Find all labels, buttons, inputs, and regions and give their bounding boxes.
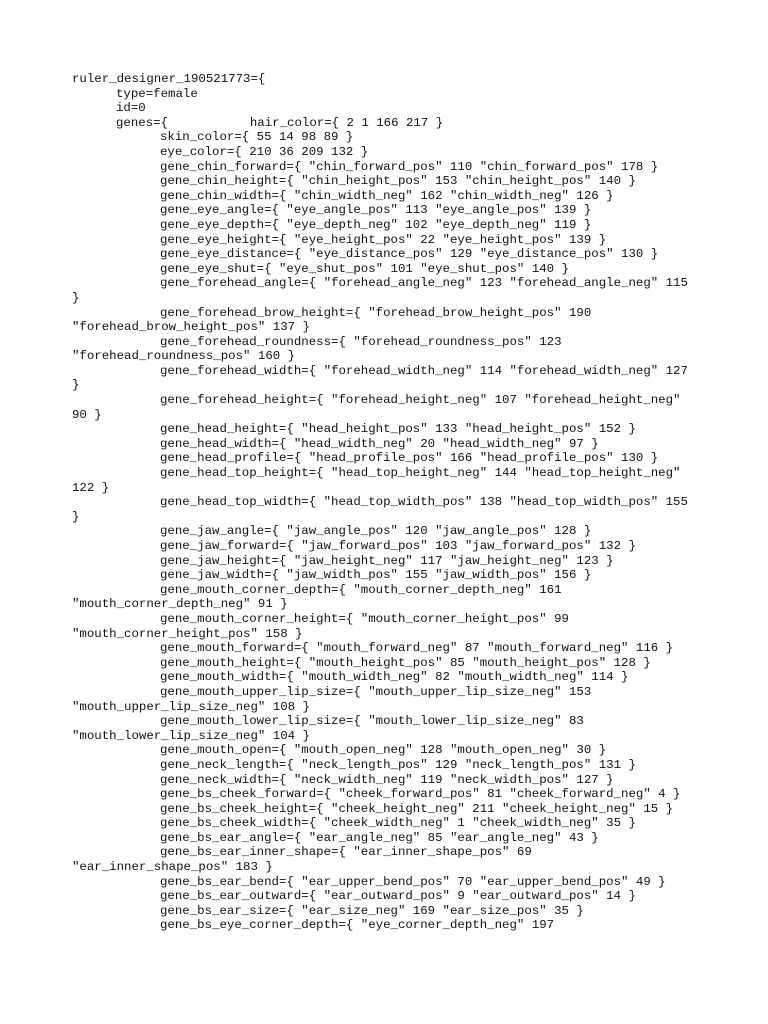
document-line: gene_eye_height={ "eye_height_pos" 22 "eye_height_pos" 139 } [160,232,607,247]
document-line: gene_neck_length={ "neck_length_pos" 129 "neck_length_pos" 131 } [160,757,636,772]
document-line: gene_jaw_height={ "jaw_height_neg" 117 "jaw_height_neg" 123 } [160,553,614,568]
document-line: eye_color={ 210 36 209 132 } [160,144,369,159]
document-line: type=female [116,86,198,101]
document-line: gene_head_height={ "head_height_pos" 133 "head_height_pos" 152 } [160,422,636,437]
document-line: gene_forehead_height={ "forehead_height_neg" 107 "forehead_height_neg" [160,393,681,408]
document-line: gene_mouth_corner_height={ "mouth_corner_height_pos" 99 [160,611,569,626]
document-line: gene_bs_ear_bend={ "ear_upper_bend_pos" 70 "ear_upper_bend_pos" 49 } [160,874,666,889]
document-line: gene_eye_angle={ "eye_angle_pos" 113 "eye_angle_pos" 139 } [160,203,592,218]
document-line: } [72,290,80,305]
document-line: gene_jaw_forward={ "jaw_forward_pos" 103 "jaw_forward_pos" 132 } [160,539,636,553]
document-line: gene_bs_eye_corner_depth={ "eye_corner_depth_neg" 197 [160,918,555,933]
document-line: gene_chin_height={ "chin_height_pos" 153 "chin_height_pos" 140 } [160,174,636,189]
document-line: gene_bs_ear_size={ "ear_size_neg" 169 "ear_size_pos" 35 } [160,903,584,918]
document-page [72,72,712,933]
document-line: gene_eye_depth={ "eye_depth_neg" 102 "eye_depth_neg" 119 } [160,217,592,232]
document-line: gene_mouth_height={ "mouth_height_pos" 85 "mouth_height_pos" 128 } [160,655,651,670]
document-line: gene_mouth_corner_depth={ "mouth_corner_depth_neg" 161 [160,582,562,597]
document-line: "mouth_lower_lip_size_neg" 104 } [72,728,310,743]
document-line: gene_jaw_width={ "jaw_width_pos" 155 "jaw_width_pos" 156 } [160,568,592,583]
document-line: 90 } [72,407,102,422]
document-line: gene_chin_forward={ "chin_forward_pos" 110 "chin_forward_pos" 178 } [160,159,659,174]
document-line: id=0 [116,101,146,116]
document-line: gene_mouth_forward={ "mouth_forward_neg" 87 "mouth_forward_neg" 116 } [160,641,674,656]
document-line: gene_mouth_lower_lip_size={ "mouth_lower_lip_size_neg" 83 [160,714,584,729]
document-line: gene_head_top_width={ "head_top_width_pos" 138 "head_top_width_pos" 155 [160,495,688,510]
document-line: } [72,378,80,393]
document-line: gene_head_width={ "head_width_neg" 20 "head_width_neg" 97 } [160,436,599,451]
document-line: skin_color={ 55 14 98 89 } [160,130,354,145]
document-line: gene_bs_ear_outward={ "ear_outward_pos" 9 "ear_outward_pos" 14 } [160,889,636,904]
document-line: gene_mouth_open={ "mouth_open_neg" 128 "mouth_open_neg" 30 } [160,743,607,758]
document-line: "mouth_corner_depth_neg" 91 } [72,597,288,612]
document-line: gene_head_top_height={ "head_top_height_neg" 144 "head_top_height_neg" [160,466,681,481]
document-line: gene_forehead_brow_height={ "forehead_brow_height_pos" 190 [160,305,592,320]
document-line: gene_bs_cheek_forward={ "cheek_forward_pos" 81 "cheek_forward_neg" 4 } [160,787,681,802]
document-line: "mouth_corner_height_pos" 158 } [72,626,303,641]
document-line: gene_eye_distance={ "eye_distance_pos" 129 "eye_distance_pos" 130 } [160,247,659,262]
document-line: gene_forehead_width={ "forehead_width_neg" 114 "forehead_width_neg" 127 [160,363,688,378]
document-line: "forehead_roundness_pos" 160 } [72,349,296,364]
document-line: gene_eye_shut={ "eye_shut_pos" 101 "eye_shut_pos" 140 } [160,261,569,276]
document-line: gene_bs_ear_angle={ "ear_angle_neg" 85 "ear_angle_neg" 43 } [160,830,599,845]
document-line: "forehead_brow_height_pos" 137 } [72,320,310,335]
document-line: } [72,509,80,524]
document-line: gene_forehead_angle={ "forehead_angle_neg" 123 "forehead_angle_neg" 115 [160,276,688,291]
document-line: genes={ hair_color={ 2 1 166 217 } [116,115,444,130]
document-line: gene_jaw_angle={ "jaw_angle_pos" 120 "jaw_angle_pos" 128 } [160,524,592,539]
document-line: gene_neck_width={ "neck_width_neg" 119 "neck_width_pos" 127 } [160,772,614,787]
document-line: gene_mouth_width={ "mouth_width_neg" 82 "mouth_width_neg" 114 } [160,670,629,685]
document-line: "ear_inner_shape_pos" 183 } [72,860,273,875]
document-line: gene_bs_cheek_height={ "cheek_height_neg" 211 "cheek_height_neg" 15 } [160,801,674,816]
document-line: gene_mouth_upper_lip_size={ "mouth_upper_lip_size_neg" 153 [160,684,592,699]
document-line: "mouth_upper_lip_size_neg" 108 } [72,699,310,714]
document-line: gene_bs_cheek_width={ "cheek_width_neg" 1 "cheek_width_neg" 35 } [160,816,636,831]
document-line: ruler_designer_190521773={ [72,72,266,86]
document-line: gene_forehead_roundness={ "forehead_roundness_pos" 123 [160,334,562,349]
document-line: gene_bs_ear_inner_shape={ "ear_inner_shape_pos" 69 [160,845,532,860]
document-line: gene_head_profile={ "head_profile_pos" 166 "head_profile_pos" 130 } [160,451,659,466]
document-line: 122 } [72,480,110,495]
document-line: gene_chin_width={ "chin_width_neg" 162 "chin_width_neg" 126 } [160,188,614,203]
